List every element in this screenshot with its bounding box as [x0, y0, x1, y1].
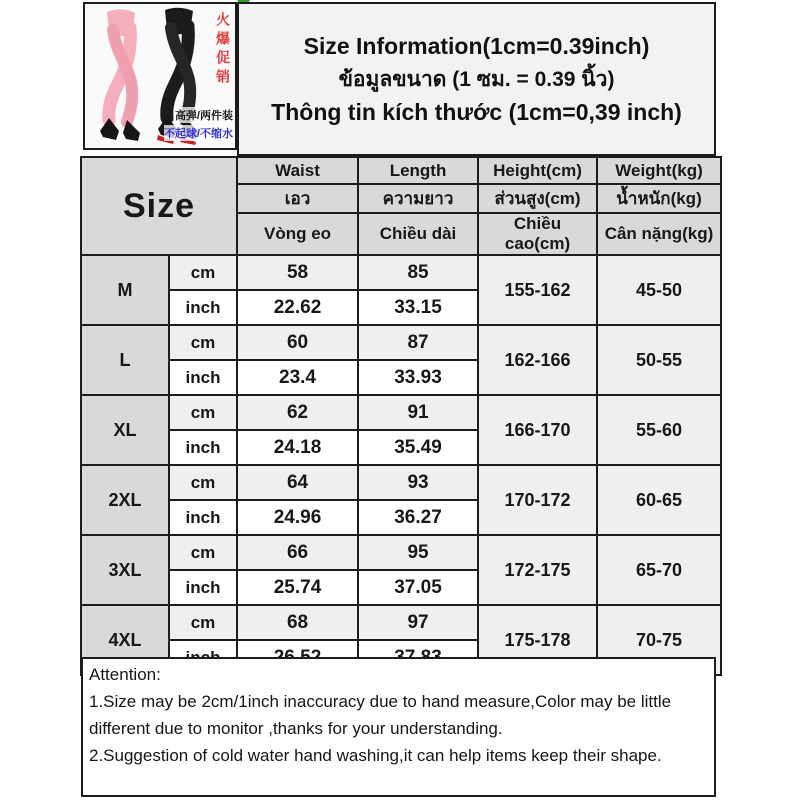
attention-heading: Attention: [89, 665, 161, 684]
height-range: 175-178 [478, 605, 597, 675]
unit-inch: inch [169, 570, 237, 605]
size-header-cell: Size [81, 157, 237, 255]
length-inch-value: 33.93 [358, 360, 478, 395]
weight-range: 55-60 [597, 395, 721, 465]
waist-cm-value: 64 [237, 465, 358, 500]
size-information-title [237, 2, 716, 156]
row-4xl-cm [81, 605, 721, 640]
unit-inch: inch [169, 430, 237, 465]
unit-cm: cm [169, 255, 237, 290]
weight-range: 65-70 [597, 535, 721, 605]
waist-inch-value: 22.62 [237, 290, 358, 325]
no-pilling-label: 不起球/不缩水 [164, 125, 233, 141]
title-thai: ข้อมูลขนาด (1 ซม. = 0.39 นิ้ว) [338, 67, 615, 91]
row-m-cm [81, 255, 721, 290]
header-waist-en: Waist [237, 157, 358, 184]
length-cm-value: 93 [358, 465, 478, 500]
unit-cm: cm [169, 325, 237, 360]
height-range: 162-166 [478, 325, 597, 395]
weight-range: 70-75 [597, 605, 721, 675]
length-inch-value: 37.05 [358, 570, 478, 605]
header-weight-vi: Cân nặng(kg) [597, 213, 721, 255]
length-cm-value: 85 [358, 255, 478, 290]
header-height-vi: Chiều cao(cm) [478, 213, 597, 255]
row-xl-cm [81, 395, 721, 430]
waist-inch-value: 23.4 [237, 360, 358, 395]
header-height-en: Height(cm) [478, 157, 597, 184]
header-waist-vi: Vòng eo [237, 213, 358, 255]
attention-line-2: 2.Suggestion of cold water hand washing,it can help items keep their shape. [89, 746, 662, 765]
header-length-th: ความยาว [358, 184, 478, 213]
weight-range: 60-65 [597, 465, 721, 535]
size-label-2xl: 2XL [81, 465, 169, 535]
size-label-m: M [81, 255, 169, 325]
header-row-en [81, 157, 721, 184]
unit-inch: inch [169, 500, 237, 535]
waist-cm-value: 60 [237, 325, 358, 360]
header-weight-en: Weight(kg) [597, 157, 721, 184]
weight-range: 45-50 [597, 255, 721, 325]
waist-inch-value: 24.96 [237, 500, 358, 535]
unit-cm: cm [169, 535, 237, 570]
row-l-cm [81, 325, 721, 360]
title-vietnamese: Thông tin kích thước (1cm=0,39 inch) [271, 98, 682, 125]
length-cm-value: 95 [358, 535, 478, 570]
size-label-3xl: 3XL [81, 535, 169, 605]
waist-cm-value: 68 [237, 605, 358, 640]
length-cm-value: 87 [358, 325, 478, 360]
header-waist-th: เอว [237, 184, 358, 213]
row-3xl-cm [81, 535, 721, 570]
unit-cm: cm [169, 605, 237, 640]
size-label-4xl: 4XL [81, 605, 169, 675]
header-length-vi: Chiều dài [358, 213, 478, 255]
length-inch-value: 36.27 [358, 500, 478, 535]
unit-cm: cm [169, 395, 237, 430]
elastic-two-pack-label: 高弹/两件装 [175, 107, 233, 123]
length-cm-value: 91 [358, 395, 478, 430]
size-label-xl: XL [81, 395, 169, 465]
header-weight-th: น้ำหนัก(kg) [597, 184, 721, 213]
waist-cm-value: 62 [237, 395, 358, 430]
size-label-l: L [81, 325, 169, 395]
waist-cm-value: 66 [237, 535, 358, 570]
height-range: 172-175 [478, 535, 597, 605]
attention-line-1: 1.Size may be 2cm/1inch inaccuracy due to hand measure,Color may be little different due to monitor ,thanks for your understanding. [89, 692, 672, 738]
unit-cm: cm [169, 465, 237, 500]
title-english: Size Information(1cm=0.39inch) [303, 32, 650, 59]
product-photo [83, 2, 237, 150]
hot-sale-badge: 火爆促销 [215, 12, 231, 88]
height-range: 155-162 [478, 255, 597, 325]
length-cm-value: 97 [358, 605, 478, 640]
waist-inch-value: 24.18 [237, 430, 358, 465]
height-range: 170-172 [478, 465, 597, 535]
length-inch-value: 33.15 [358, 290, 478, 325]
weight-range: 50-55 [597, 325, 721, 395]
height-range: 166-170 [478, 395, 597, 465]
waist-cm-value: 58 [237, 255, 358, 290]
waist-inch-value: 25.74 [237, 570, 358, 605]
row-2xl-cm [81, 465, 721, 500]
size-table [80, 156, 722, 676]
unit-inch: inch [169, 290, 237, 325]
length-inch-value: 35.49 [358, 430, 478, 465]
unit-inch: inch [169, 360, 237, 395]
header-height-th: ส่วนสูง(cm) [478, 184, 597, 213]
header-length-en: Length [358, 157, 478, 184]
attention-note [81, 657, 716, 797]
